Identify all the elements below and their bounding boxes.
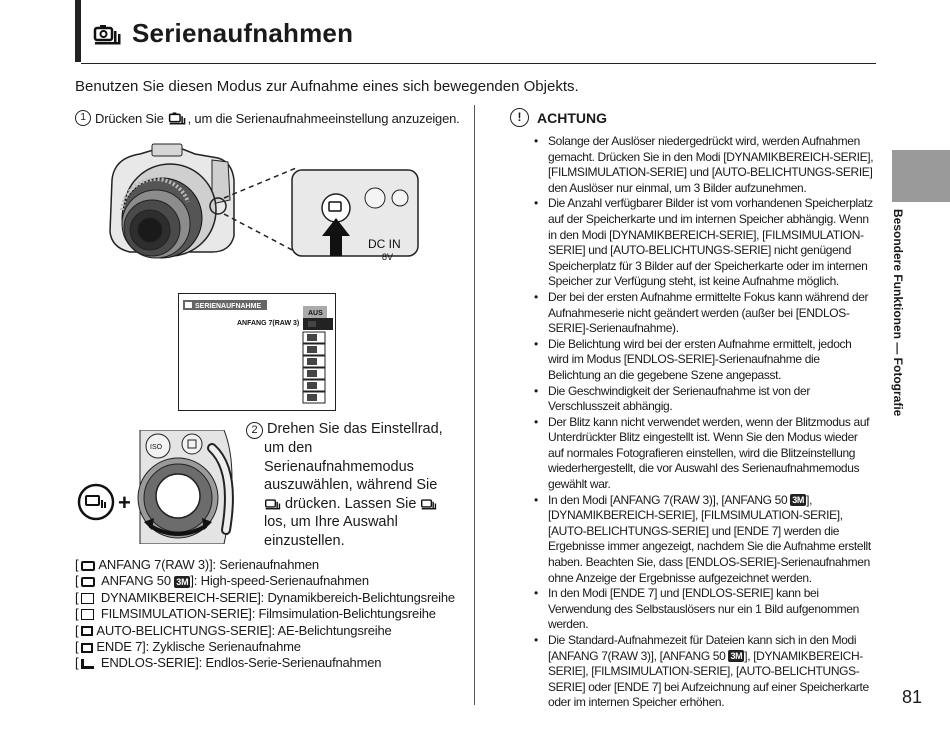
- step-2-line-6: los, um Ihre Auswahl: [264, 514, 398, 531]
- 3m-badge: 3M: [730, 651, 743, 662]
- step-2: [246, 420, 446, 551]
- continuous-shooting-icon: [264, 496, 281, 511]
- step-2-line-2: um den: [264, 440, 313, 456]
- caution-item: • Die Standard-Aufnahmezeit für Dateien kann sich in den Modi [ANFANG 7(RAW 3)], [ANFANG 50 3M ], [DYNAMIKBEREICH-SERIE], [FILMSIMULATION-SERIE], [AUTO-BELICHTUNGS-SERIE] oder [ENDE 7] bei Aufzeichnung auf einer Speicherkarte oder im internen Speicher erhöhen.: [534, 633, 874, 711]
- 3m-badge: 3M: [792, 495, 805, 506]
- high-speed-icon: [81, 577, 95, 587]
- title-rule: [81, 63, 876, 64]
- command-dial-illustration: [74, 430, 244, 544]
- caution-item: • Der Blitz kann nicht verwendet werden, wenn der Blitzmodus auf Unterdrückter Blitz eingestellt ist. Wenn Sie den Modus wieder auf normales Fotografieren einstellen, wird die Blitzeinstellung wiederhergestellt, die vor Auswahl des Serienaufnahmemodus gewählt war.: [534, 415, 874, 493]
- auto-bracketing-icon: [81, 626, 93, 636]
- step-2-line-3: Serienaufnahmemodus: [264, 458, 414, 475]
- modes-list: [75, 557, 455, 672]
- mode-item: [ ENDLOS-SERIE]: Endlos-Serie-Serienaufnahmen: [75, 655, 382, 671]
- film-simulation-icon: [81, 609, 94, 620]
- caution-item: • Die Anzahl verfügbarer Bilder ist vom vorhandenen Speicherplatz auf der Speicherkarte und im internen Speicher abhängig. Wenn in den Modi [DYNAMIKBEREICH-SERIE], [FILMSIMULATION-SERIE] und [AUTO-BELICHTUNGS-SERIE] nicht genügend Speicherplatz für 3 Bilder auf der Speicherkarte oder im internen Speicher zur Verfügung steht, ist keine Aufnahme möglich.: [534, 196, 874, 290]
- dc-in-label: DC IN: [368, 237, 401, 251]
- continuous-shooting-icon: [92, 21, 122, 47]
- intro-text: Benutzen Sie diesen Modus zur Aufnahme eines sich bewegenden Objekts.: [75, 78, 579, 95]
- caution-item: • Der bei der ersten Aufnahme ermittelte Fokus kann während der Aufnahmeserie nicht geändert werden (außer bei [ENDLOS-SERIE]-Serienaufnahme).: [534, 290, 874, 337]
- menu-header: SERIENAUFNAHME: [195, 303, 262, 310]
- 3m-badge: 3M: [176, 576, 189, 587]
- step-1: [75, 110, 460, 126]
- caution-heading: [510, 108, 607, 127]
- camera-illustration: [100, 140, 430, 288]
- title-accent-bar: [75, 0, 81, 62]
- caution-item: • In den Modi [ANFANG 7(RAW 3)], [ANFANG 50 3M ], [DYNAMIKBEREICH-SERIE], [FILMSIMULATION-SERIE], [AUTO-BELICHTUNGS-SERIE] und [ENDE 7] werden die Ergebnisse immer angezeigt, nachdem Sie die Aufnahme erstellt haben. Beachten Sie, dass [ENDLOS-SERIE]-Serienaufnahmen ohne Anzeige der Ergebnisse aufgezeichnet werden.: [534, 493, 874, 587]
- menu-screen-illustration: [178, 293, 336, 411]
- step-1-text-after: , um die Serienaufnahmeeinstellung anzuzeigen.: [187, 110, 460, 126]
- mode-item: [ AUTO-BELICHTUNGS-SERIE]: AE-Belichtungsreihe: [75, 622, 392, 638]
- final-7-icon: [81, 643, 93, 653]
- step-2-number: 2: [246, 422, 263, 439]
- page-number: 81: [902, 687, 923, 707]
- step-2-line-7: einzustellen.: [264, 532, 345, 549]
- iso-label: ISO: [150, 444, 163, 451]
- caution-item: • In den Modi [ENDE 7] und [ENDLOS-SERIE] kann bei Verwendung des Selbstauslösers nur ein 1 Bild aufgenommen werden.: [534, 586, 874, 633]
- mode-item: [ FILMSIMULATION-SERIE]: Filmsimulation-Belichtungsreihe: [75, 606, 436, 622]
- caution-item: • Die Belichtung wird bei der ersten Aufnahme ermittelt, jedoch wird im Modus [ENDLOS-SERIE]-Serienaufnahme die Belichtung an die gegebene Szene angepasst.: [534, 337, 874, 384]
- caution-heading-text: ACHTUNG: [537, 109, 607, 126]
- step-2-line-5-text: drücken. Lassen Sie: [285, 495, 417, 512]
- section-tab: [892, 150, 950, 202]
- continuous-shooting-icon: [420, 496, 437, 511]
- step-2-line-4: auszuwählen, während Sie: [264, 477, 438, 494]
- title-text: Serienaufnahmen: [132, 18, 354, 48]
- caution-icon: !: [510, 108, 529, 127]
- continuous-top-icon: [81, 561, 95, 571]
- caution-item: • Die Geschwindigkeit der Serienaufnahme ist von der Verschlusszeit abhängig.: [534, 384, 874, 415]
- section-label: [888, 209, 910, 417]
- mode-item: [ ENDE 7]: Zyklische Serienaufnahme: [75, 639, 301, 655]
- step-1-number: 1: [75, 110, 91, 126]
- mode-item: [ DYNAMIKBEREICH-SERIE]: Dynamikbereich-Belichtungsreihe: [75, 589, 455, 605]
- step-1-text-before: Drücken Sie: [95, 110, 164, 126]
- column-divider: [474, 105, 475, 705]
- caution-list: [534, 134, 874, 711]
- mode-item: [ ANFANG 50 3M ]: High-speed-Serienaufnahmen: [75, 573, 369, 589]
- mode-item: [ ANFANG 7(RAW 3)]: Serienaufnahmen: [75, 557, 319, 572]
- plus-sign: +: [118, 490, 131, 515]
- step-2-line-5: [246, 495, 446, 514]
- menu-selected-label: ANFANG 7(RAW 3): [237, 320, 300, 327]
- long-period-icon: [81, 659, 94, 669]
- section-label-text: Besondere Funktionen — Fotografie: [891, 209, 905, 417]
- continuous-shooting-icon: [167, 110, 187, 126]
- step-2-line-1: Drehen Sie das Einstellrad,: [267, 421, 443, 437]
- dc-in-sub: 8V: [382, 252, 394, 262]
- caution-item: • Solange der Auslöser niedergedrückt wird, werden Aufnahmen gemacht. Drücken Sie in den Modi [DYNAMIKBEREICH-SERIE], [FILMSIMULATION-SERIE] und [AUTO-BELICHTUNGS-SERIE] den Auslöser nur einmal, um 3 Bilder aufzunehmen.: [534, 134, 874, 196]
- page-title: [92, 18, 353, 49]
- dynamic-range-icon: [81, 593, 94, 604]
- menu-off-option: AUS: [308, 310, 323, 317]
